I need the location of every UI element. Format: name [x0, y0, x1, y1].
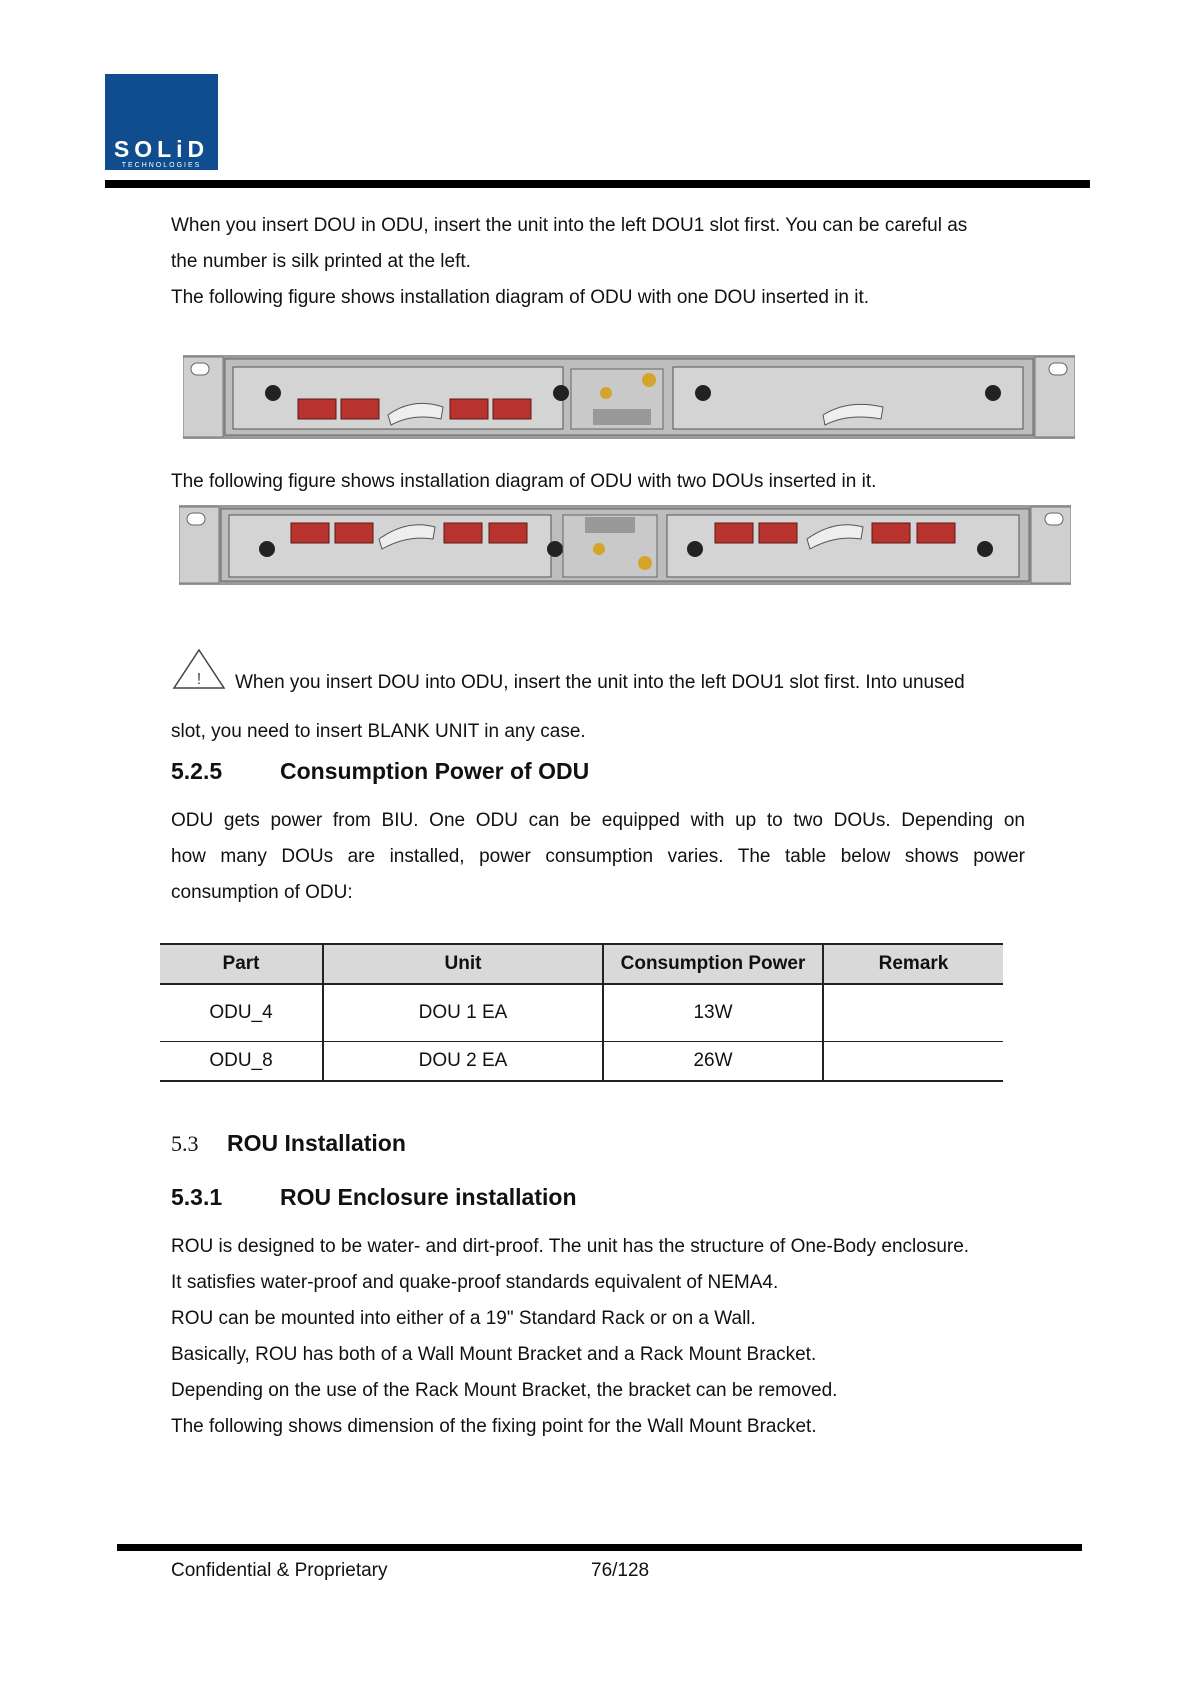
text-line: When you insert DOU in ODU, insert the unit into the left DOU1 slot first. You can be careful as: [171, 215, 968, 236]
text-line: the number is silk printed at the left.: [171, 251, 471, 272]
text-line: Basically, ROU has both of a Wall Mount Bracket and a Rack Mount Bracket.: [171, 1344, 817, 1365]
column-header: Remark: [823, 944, 1003, 984]
logo-word: SOLiD: [113, 136, 210, 162]
warning-icon: [172, 648, 226, 690]
section-heading-5-3: [171, 1130, 406, 1157]
section-number: 5.3.1: [171, 1184, 223, 1210]
table-cell: DOU 1 EA: [323, 984, 603, 1042]
odu-one-dou-figure: [183, 355, 1075, 439]
table-header-row: [160, 944, 1003, 984]
warning-text-line2: [171, 714, 586, 750]
text-line: The following figure shows installation diagram of ODU with one DOU inserted in it.: [171, 287, 870, 308]
section-525-paragraph: [171, 803, 1025, 911]
text-line: It satisfies water-proof and quake-proof standards equivalent of NEMA4.: [171, 1272, 779, 1293]
table-cell: ODU_8: [160, 1042, 323, 1082]
intro-paragraph: [171, 208, 967, 316]
text-line: slot, you need to insert BLANK UNIT in any case.: [171, 721, 586, 742]
text-line: When you insert DOU into ODU, insert the unit into the left DOU1 slot first. Into unused: [235, 672, 965, 693]
section-number: 5.3: [171, 1131, 199, 1156]
table-cell: [823, 1042, 1003, 1082]
column-header: Consumption Power: [603, 944, 823, 984]
power-consumption-table: [160, 943, 1003, 1082]
page-number: 76/128: [591, 1560, 650, 1581]
table-cell: 26W: [603, 1042, 823, 1082]
column-header: Part: [160, 944, 323, 984]
section-531-paragraph: [171, 1229, 969, 1445]
section-title: ROU Installation: [227, 1130, 406, 1156]
table-row: [160, 984, 1003, 1042]
text-line: The following figure shows installation diagram of ODU with two DOUs inserted in it.: [171, 471, 877, 492]
svg-text:!: !: [196, 671, 202, 688]
footer-confidential: Confidential & Proprietary: [171, 1560, 388, 1581]
figure2-caption: [171, 464, 876, 500]
text-line: how many DOUs are installed, power consumption varies. The table below shows power: [171, 846, 1025, 867]
section-title: ROU Enclosure installation: [280, 1184, 577, 1210]
company-logo: [105, 74, 218, 170]
column-header: Unit: [323, 944, 603, 984]
section-title: Consumption Power of ODU: [280, 758, 590, 784]
section-number: 5.2.5: [171, 758, 223, 784]
warning-text-line1: [235, 665, 965, 701]
table-row: [160, 1042, 1003, 1082]
logo-subtitle: TECHNOLOGIES: [121, 162, 202, 169]
text-line: ROU can be mounted into either of a 19" Standard Rack or on a Wall.: [171, 1308, 756, 1329]
table-cell: 13W: [603, 984, 823, 1042]
table-cell: ODU_4: [160, 984, 323, 1042]
text-line: Depending on the use of the Rack Mount Bracket, the bracket can be removed.: [171, 1380, 838, 1401]
text-line: The following shows dimension of the fixing point for the Wall Mount Bracket.: [171, 1416, 817, 1437]
table-cell: [823, 984, 1003, 1042]
footer-rule: [117, 1544, 1082, 1551]
section-heading-5-3-1: [171, 1184, 577, 1211]
header-rule: [105, 180, 1090, 188]
section-heading-5-2-5: [171, 758, 589, 785]
text-line: ODU gets power from BIU. One ODU can be equipped with up to two DOUs. Depending on: [171, 810, 1025, 831]
odu-two-dou-figure: [179, 505, 1071, 585]
table-cell: DOU 2 EA: [323, 1042, 603, 1082]
text-line: consumption of ODU:: [171, 882, 353, 903]
text-line: ROU is designed to be water- and dirt-proof. The unit has the structure of One-Body enclosure.: [171, 1236, 970, 1257]
